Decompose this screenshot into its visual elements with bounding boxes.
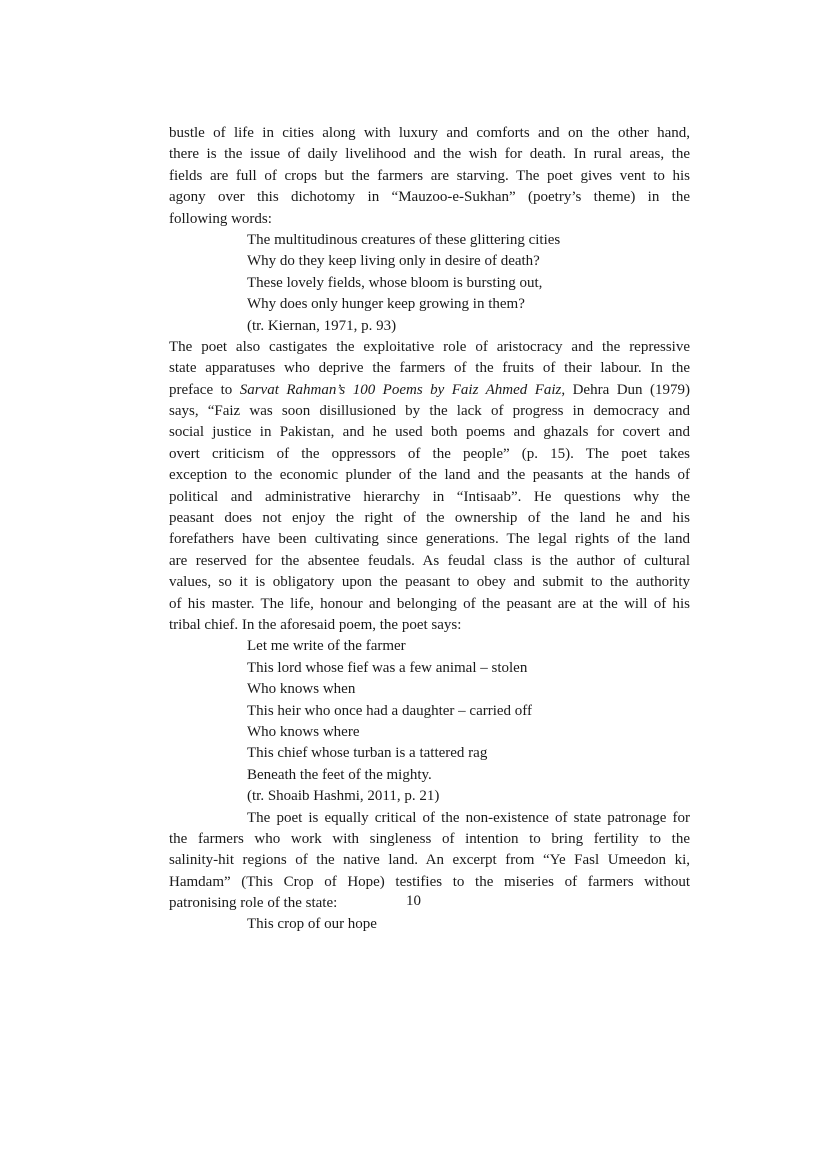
text-line: forefathers have been cultivating since generations. The legal rights of the land [169, 531, 690, 548]
text-line: political and administrative hierarchy in “Intisaab”. He questions why the [169, 488, 690, 505]
text-line: tribal chief. In the aforesaid poem, the poet says: [169, 616, 462, 633]
text-line: salinity-hit regions of the native land. An excerpt from “Ye Fasl Umeedon ki, [169, 852, 690, 869]
verse-line: This chief whose turban is a tattered rag [247, 745, 488, 762]
verse-citation: (tr. Shoaib Hashmi, 2011, p. 21) [247, 788, 440, 805]
text-line: there is the issue of daily livelihood and the wish for death. In rural areas, the [169, 146, 690, 163]
text-line: values, so it is obligatory upon the peasant to obey and submit to the authority [169, 574, 690, 591]
text-line: agony over this dichotomy in “Mauzoo-e-Sukhan” (poetry’s theme) in the [169, 189, 690, 206]
text-line: the farmers who work with singleness of intention to bring fertility to the [169, 830, 690, 847]
text-line: fields are full of crops but the farmers are starving. The poet gives vent to his [169, 167, 690, 184]
text-line: following words: [169, 210, 272, 227]
verse-line: This crop of our hope [247, 916, 377, 933]
text-line: The poet is equally critical of the non-existence of state patronage for [247, 809, 690, 826]
text-line: of his master. The life, honour and belonging of the peasant are at the will of his [169, 595, 690, 612]
text-line: are reserved for the absentee feudals. As feudal class is the author of cultural [169, 552, 690, 569]
body-text [169, 123, 690, 936]
verse-line: The multitudinous creatures of these glittering cities [247, 231, 561, 248]
verse-line: Who knows when [247, 681, 356, 698]
text-line: says, “Faiz was soon disillusioned by the lack of progress in democracy and [169, 403, 690, 420]
verse-line: Who knows where [247, 723, 360, 740]
text-line: peasant does not enjoy the right of the ownership of the land he and his [169, 510, 690, 527]
text-line: social justice in Pakistan, and he used both poems and ghazals for covert and [169, 424, 690, 441]
text-line: Hamdam” (This Crop of Hope) testifies to the miseries of farmers without [169, 873, 690, 890]
text-line: The poet also castigates the exploitative role of aristocracy and the repressive [169, 338, 690, 355]
verse-line: Why does only hunger keep growing in them? [247, 296, 525, 313]
verse-line: These lovely fields, whose bloom is bursting out, [247, 274, 543, 291]
verse-line: Beneath the feet of the mighty. [247, 766, 432, 783]
book-title: Sarvat Rahman’s 100 Poems by Faiz Ahmed Faiz [239, 381, 562, 398]
text-line: exception to the economic plunder of the land and the peasants at the hands of [169, 467, 690, 484]
text-line-preface [169, 380, 690, 401]
page-number: 10 [406, 893, 421, 909]
preface-before: preface to [169, 381, 240, 398]
verse-line: This lord whose fief was a few animal – stolen [247, 659, 528, 676]
verse-line: This heir who once had a daughter – carried off [247, 702, 533, 719]
verse-line: Let me write of the farmer [247, 638, 406, 655]
preface-after: , Dehra Dun (1979) [561, 381, 690, 398]
text-line: patronising role of the state: [169, 895, 338, 912]
text-line: state apparatuses who deprive the farmers of the fruits of their labour. In the [169, 360, 690, 377]
verse-line: Why do they keep living only in desire of death? [247, 253, 540, 270]
text-line: overt criticism of the oppressors of the people” (p. 15). The poet takes [169, 445, 690, 462]
text-line: bustle of life in cities along with luxury and comforts and on the other hand, [169, 125, 690, 141]
verse-citation: (tr. Kiernan, 1971, p. 93) [247, 317, 397, 334]
